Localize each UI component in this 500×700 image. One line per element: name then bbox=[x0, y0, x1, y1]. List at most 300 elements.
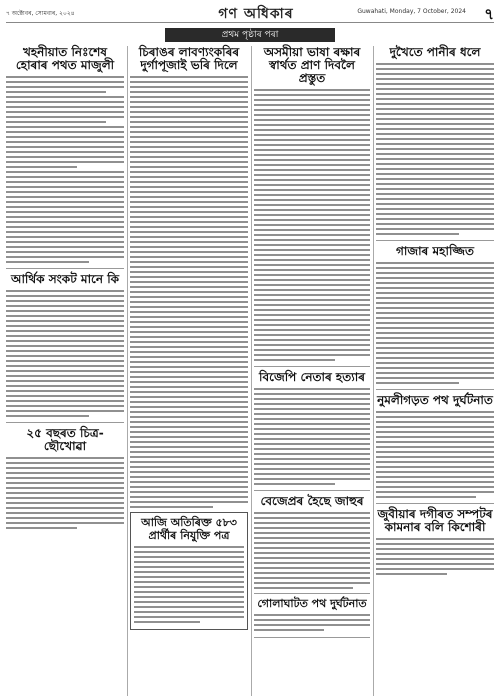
text-line bbox=[376, 302, 494, 304]
article-body bbox=[254, 89, 370, 361]
text-line bbox=[376, 277, 494, 279]
article-body bbox=[6, 76, 124, 263]
text-line bbox=[130, 376, 248, 378]
text-line bbox=[254, 463, 370, 465]
article-body bbox=[376, 63, 494, 235]
text-line bbox=[130, 91, 248, 93]
text-line bbox=[376, 138, 494, 140]
text-line bbox=[376, 377, 494, 379]
text-line bbox=[376, 98, 494, 100]
text-line bbox=[376, 317, 494, 319]
text-line bbox=[130, 476, 248, 478]
text-line bbox=[254, 204, 370, 206]
text-line bbox=[376, 332, 494, 334]
text-line bbox=[6, 211, 124, 213]
text-line bbox=[254, 309, 370, 311]
text-line bbox=[134, 611, 244, 613]
text-line bbox=[6, 507, 124, 509]
text-line bbox=[254, 448, 370, 450]
headline-water: দুখৈতে পানীৰ ধলে bbox=[389, 45, 481, 59]
text-line bbox=[6, 121, 106, 123]
article-separator bbox=[6, 268, 124, 269]
article-body bbox=[6, 457, 124, 529]
text-line bbox=[6, 370, 124, 372]
text-line bbox=[130, 246, 248, 248]
text-line bbox=[130, 421, 248, 423]
text-line bbox=[130, 471, 248, 473]
text-line bbox=[254, 304, 370, 306]
text-line bbox=[376, 183, 494, 185]
column-1 bbox=[6, 46, 124, 532]
text-line bbox=[130, 431, 248, 433]
text-line bbox=[6, 86, 124, 88]
text-line bbox=[134, 566, 244, 568]
text-line bbox=[376, 282, 494, 284]
text-line bbox=[6, 320, 124, 322]
text-line bbox=[254, 89, 370, 91]
text-line bbox=[6, 101, 124, 103]
text-line bbox=[130, 351, 248, 353]
text-line bbox=[254, 274, 370, 276]
text-line bbox=[254, 249, 370, 251]
text-line bbox=[254, 124, 370, 126]
text-line bbox=[6, 176, 124, 178]
text-line bbox=[376, 471, 494, 473]
text-line bbox=[130, 451, 248, 453]
text-line bbox=[254, 319, 370, 321]
text-line bbox=[6, 191, 124, 193]
text-line bbox=[376, 411, 494, 413]
text-line bbox=[254, 259, 370, 261]
text-line bbox=[254, 478, 370, 480]
article-body bbox=[134, 546, 244, 623]
article-golaghat bbox=[254, 593, 370, 638]
text-line bbox=[130, 321, 248, 323]
text-line bbox=[6, 410, 124, 412]
text-line bbox=[130, 386, 248, 388]
text-line bbox=[6, 482, 124, 484]
text-line bbox=[376, 538, 494, 540]
text-line bbox=[130, 81, 248, 83]
text-line bbox=[6, 350, 124, 352]
text-line bbox=[130, 346, 248, 348]
text-line bbox=[254, 393, 370, 395]
text-line bbox=[6, 241, 124, 243]
text-line bbox=[254, 154, 370, 156]
text-line bbox=[254, 324, 370, 326]
text-line bbox=[130, 251, 248, 253]
text-line bbox=[254, 537, 370, 539]
text-line bbox=[254, 483, 335, 485]
text-line bbox=[376, 213, 494, 215]
text-line bbox=[6, 76, 124, 78]
section-title-bar: প্ৰথম পৃষ্ঠাৰ পৰা bbox=[165, 28, 335, 42]
text-line bbox=[6, 136, 124, 138]
text-line bbox=[6, 310, 124, 312]
text-line bbox=[6, 156, 124, 158]
text-line bbox=[376, 362, 494, 364]
article-assamese-language bbox=[254, 46, 370, 361]
text-line bbox=[130, 186, 248, 188]
text-line bbox=[376, 83, 494, 85]
text-line bbox=[376, 382, 459, 384]
text-line bbox=[6, 201, 124, 203]
text-line bbox=[6, 365, 124, 367]
text-line bbox=[6, 355, 124, 357]
text-line bbox=[376, 367, 494, 369]
text-line bbox=[254, 428, 370, 430]
text-line bbox=[254, 582, 370, 584]
text-line bbox=[254, 239, 370, 241]
text-line bbox=[376, 307, 494, 309]
text-line bbox=[254, 552, 370, 554]
article-gaza bbox=[376, 245, 494, 384]
text-line bbox=[254, 577, 370, 579]
text-line bbox=[6, 385, 124, 387]
text-line bbox=[130, 501, 248, 503]
text-line bbox=[6, 206, 124, 208]
text-line bbox=[130, 96, 248, 98]
text-line bbox=[254, 129, 370, 131]
article-majuli bbox=[6, 46, 124, 263]
text-line bbox=[254, 517, 370, 519]
text-line bbox=[130, 496, 248, 498]
column-divider bbox=[373, 46, 374, 696]
text-line bbox=[254, 557, 370, 559]
text-line bbox=[376, 548, 494, 550]
article-separator bbox=[376, 240, 494, 241]
text-line bbox=[376, 153, 494, 155]
text-line bbox=[6, 196, 124, 198]
text-line bbox=[376, 322, 494, 324]
text-line bbox=[376, 287, 494, 289]
text-line bbox=[376, 481, 494, 483]
text-line bbox=[130, 196, 248, 198]
text-line bbox=[376, 173, 494, 175]
text-line bbox=[130, 326, 248, 328]
text-line bbox=[6, 380, 124, 382]
text-line bbox=[130, 151, 248, 153]
text-line bbox=[254, 314, 370, 316]
headline-numaligarh: নুমলীগড়ত পথ দুৰ্ঘটনাত bbox=[377, 393, 493, 407]
text-line bbox=[376, 342, 494, 344]
text-line bbox=[254, 572, 370, 574]
text-line bbox=[254, 388, 370, 390]
text-line bbox=[6, 522, 124, 524]
text-line bbox=[130, 226, 248, 228]
text-line bbox=[254, 473, 370, 475]
text-line bbox=[130, 466, 248, 468]
text-line bbox=[254, 423, 370, 425]
article-body bbox=[254, 614, 370, 631]
text-line bbox=[254, 294, 370, 296]
text-line bbox=[134, 586, 244, 588]
text-line bbox=[376, 73, 494, 75]
text-line bbox=[376, 352, 494, 354]
text-line bbox=[254, 418, 370, 420]
text-line bbox=[376, 496, 476, 498]
text-line bbox=[130, 121, 248, 123]
text-line bbox=[254, 453, 370, 455]
text-line bbox=[254, 149, 370, 151]
article-body bbox=[130, 76, 248, 508]
text-line bbox=[376, 133, 494, 135]
text-line bbox=[254, 624, 370, 626]
column-divider bbox=[127, 46, 128, 696]
text-line bbox=[376, 128, 494, 130]
text-line bbox=[134, 621, 200, 623]
text-line bbox=[6, 256, 124, 258]
text-line bbox=[376, 563, 494, 565]
text-line bbox=[254, 468, 370, 470]
article-body bbox=[254, 388, 370, 485]
article-separator bbox=[254, 366, 370, 367]
text-line bbox=[6, 360, 124, 362]
text-line bbox=[6, 467, 124, 469]
headline-golaghat: গোলাঘাটত পথ দুৰ্ঘটনাত bbox=[257, 597, 367, 610]
article-separator bbox=[376, 503, 494, 504]
text-line bbox=[130, 426, 248, 428]
text-line bbox=[376, 297, 494, 299]
text-line bbox=[376, 491, 494, 493]
text-line bbox=[376, 446, 494, 448]
text-line bbox=[130, 331, 248, 333]
masthead bbox=[6, 4, 494, 23]
text-line bbox=[376, 88, 494, 90]
page-number: ৭ bbox=[484, 5, 494, 23]
text-line bbox=[376, 123, 494, 125]
text-line bbox=[254, 547, 370, 549]
text-line bbox=[376, 228, 494, 230]
text-line bbox=[376, 431, 494, 433]
headline-teenager: জুবীয়াৰ দগীৰত সম্পটৰ কামনাৰ বলি কিশোৰী bbox=[377, 507, 493, 534]
article-durga-puja bbox=[130, 46, 248, 508]
text-line bbox=[6, 492, 124, 494]
article-financial-crisis bbox=[6, 273, 124, 417]
text-line bbox=[376, 553, 494, 555]
text-line bbox=[130, 131, 248, 133]
text-line bbox=[130, 176, 248, 178]
text-line bbox=[376, 93, 494, 95]
column-2 bbox=[130, 46, 248, 634]
text-line bbox=[376, 103, 494, 105]
text-line bbox=[6, 91, 106, 93]
article-body bbox=[376, 538, 494, 575]
article-body bbox=[376, 262, 494, 384]
text-line bbox=[254, 614, 370, 616]
text-line bbox=[134, 606, 244, 608]
text-line bbox=[130, 211, 248, 213]
text-line bbox=[254, 199, 370, 201]
text-line bbox=[134, 561, 244, 563]
text-line bbox=[254, 443, 370, 445]
text-line bbox=[376, 456, 494, 458]
text-line bbox=[254, 169, 370, 171]
text-line bbox=[254, 264, 370, 266]
text-line bbox=[254, 289, 370, 291]
text-line bbox=[130, 236, 248, 238]
column-3 bbox=[254, 46, 370, 642]
text-line bbox=[376, 118, 494, 120]
text-line bbox=[6, 340, 124, 342]
text-line bbox=[6, 106, 124, 108]
text-line bbox=[254, 229, 370, 231]
text-line bbox=[130, 286, 248, 288]
text-line bbox=[376, 198, 494, 200]
text-line bbox=[254, 354, 370, 356]
text-line bbox=[376, 143, 494, 145]
text-line bbox=[254, 532, 370, 534]
text-line bbox=[130, 261, 248, 263]
text-line bbox=[6, 166, 77, 168]
text-line bbox=[254, 189, 370, 191]
text-line bbox=[376, 163, 494, 165]
text-line bbox=[6, 116, 124, 118]
text-line bbox=[130, 161, 248, 163]
text-line bbox=[254, 398, 370, 400]
article-third bbox=[254, 495, 370, 589]
text-line bbox=[376, 486, 494, 488]
text-line bbox=[376, 421, 494, 423]
text-line bbox=[6, 131, 124, 133]
text-line bbox=[254, 174, 370, 176]
article-separator bbox=[376, 389, 494, 390]
text-line bbox=[130, 486, 248, 488]
text-line bbox=[6, 477, 124, 479]
text-line bbox=[134, 616, 244, 618]
text-line bbox=[130, 156, 248, 158]
text-line bbox=[6, 290, 124, 292]
text-line bbox=[130, 106, 248, 108]
text-line bbox=[6, 261, 89, 263]
text-line bbox=[254, 234, 370, 236]
text-line bbox=[130, 461, 248, 463]
text-line bbox=[254, 433, 370, 435]
text-line bbox=[254, 279, 370, 281]
text-line bbox=[254, 438, 370, 440]
text-line bbox=[130, 356, 248, 358]
text-line bbox=[134, 576, 244, 578]
text-line bbox=[6, 375, 124, 377]
headline-majuli: খহনীয়াত নিঃশেষ হোৰাৰ পথত মাজুলী bbox=[15, 45, 115, 72]
text-line bbox=[254, 587, 353, 589]
text-line bbox=[6, 226, 124, 228]
article-appointment bbox=[130, 512, 248, 630]
article-teenager bbox=[376, 508, 494, 575]
text-line bbox=[130, 201, 248, 203]
text-line bbox=[254, 159, 370, 161]
text-line bbox=[6, 295, 124, 297]
text-line bbox=[130, 366, 248, 368]
text-line bbox=[130, 491, 248, 493]
text-line bbox=[6, 315, 124, 317]
text-line bbox=[254, 629, 324, 631]
text-line bbox=[6, 497, 124, 499]
text-line bbox=[6, 81, 124, 83]
text-line bbox=[6, 221, 124, 223]
text-line bbox=[376, 573, 447, 575]
text-line bbox=[376, 188, 494, 190]
text-line bbox=[254, 413, 370, 415]
text-line bbox=[6, 126, 124, 128]
text-line bbox=[376, 148, 494, 150]
text-line bbox=[6, 512, 124, 514]
text-line bbox=[376, 451, 494, 453]
text-line bbox=[376, 436, 494, 438]
text-line bbox=[130, 126, 248, 128]
text-line bbox=[130, 136, 248, 138]
text-line bbox=[134, 581, 244, 583]
text-line bbox=[376, 292, 494, 294]
text-line bbox=[254, 179, 370, 181]
text-line bbox=[130, 446, 248, 448]
text-line bbox=[376, 347, 494, 349]
text-line bbox=[254, 164, 370, 166]
text-line bbox=[6, 330, 124, 332]
text-line bbox=[376, 178, 494, 180]
text-line bbox=[254, 527, 370, 529]
text-line bbox=[376, 262, 494, 264]
text-line bbox=[130, 271, 248, 273]
article-water bbox=[376, 46, 494, 235]
text-line bbox=[130, 416, 248, 418]
text-line bbox=[254, 214, 370, 216]
text-line bbox=[130, 166, 248, 168]
text-line bbox=[376, 337, 494, 339]
text-line bbox=[254, 119, 370, 121]
headline-appointment: আজি অতিৰিক্ত ৫৮৩ প্ৰাৰ্থীৰ নিযুক্তি পত্ৰ bbox=[141, 516, 237, 542]
text-line bbox=[134, 591, 244, 593]
text-line bbox=[376, 193, 494, 195]
text-line bbox=[6, 300, 124, 302]
text-line bbox=[130, 221, 248, 223]
text-line bbox=[130, 306, 248, 308]
text-line bbox=[130, 241, 248, 243]
article-separator bbox=[6, 422, 124, 423]
text-line bbox=[130, 481, 248, 483]
text-line bbox=[130, 281, 248, 283]
text-line bbox=[130, 506, 213, 508]
text-line bbox=[6, 186, 124, 188]
text-line bbox=[254, 344, 370, 346]
text-line bbox=[376, 267, 494, 269]
text-line bbox=[6, 146, 124, 148]
text-line bbox=[6, 216, 124, 218]
text-line bbox=[130, 116, 248, 118]
text-line bbox=[134, 571, 244, 573]
text-line bbox=[134, 556, 244, 558]
text-line bbox=[376, 372, 494, 374]
text-line bbox=[6, 502, 124, 504]
text-line bbox=[376, 78, 494, 80]
text-line bbox=[6, 487, 124, 489]
text-line bbox=[6, 462, 124, 464]
article-body bbox=[6, 290, 124, 417]
text-line bbox=[6, 405, 124, 407]
text-line bbox=[254, 219, 370, 221]
text-line bbox=[376, 68, 494, 70]
text-line bbox=[6, 231, 124, 233]
text-line bbox=[254, 144, 370, 146]
text-line bbox=[376, 543, 494, 545]
text-line bbox=[6, 181, 124, 183]
text-line bbox=[130, 266, 248, 268]
headline-bjp-leader: বিজেপি নেতাৰ হত্যাৰ bbox=[259, 370, 365, 384]
text-line bbox=[254, 209, 370, 211]
text-line bbox=[254, 254, 370, 256]
text-line bbox=[130, 276, 248, 278]
article-bjp-leader bbox=[254, 371, 370, 485]
